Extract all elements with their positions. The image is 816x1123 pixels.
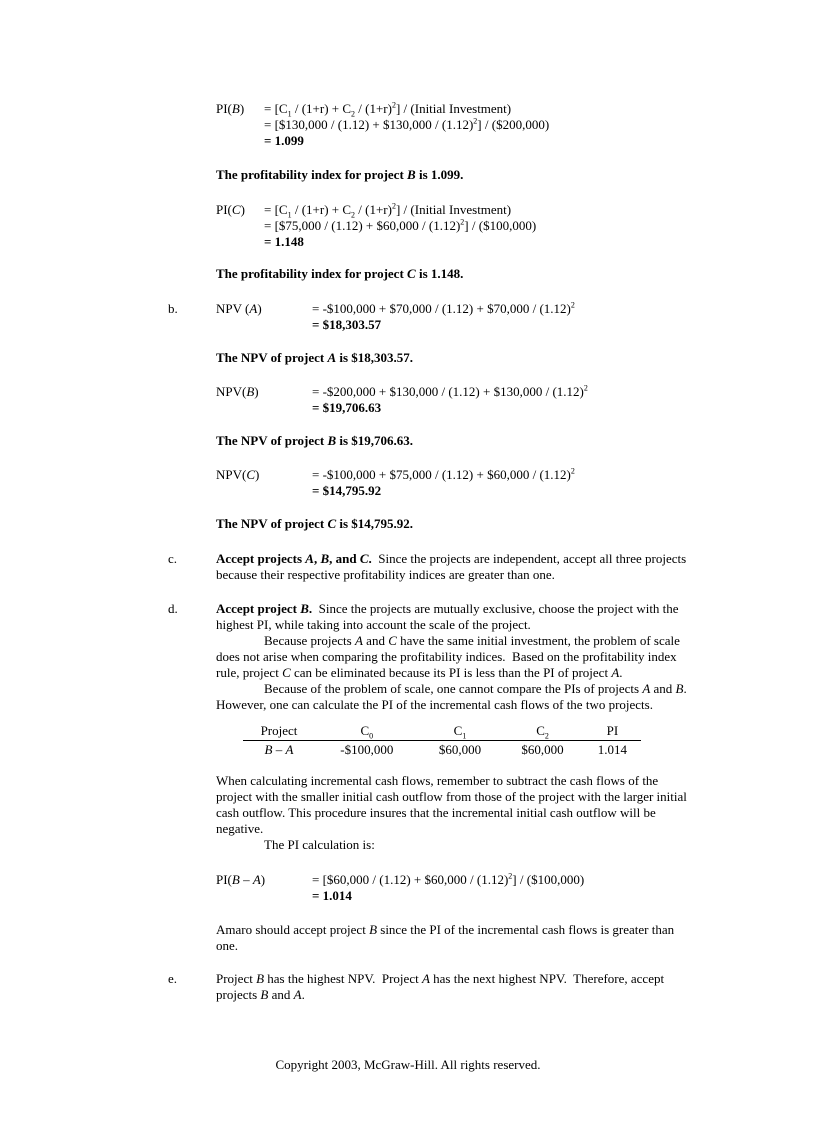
table-cell-pi: 1.014 (597, 742, 628, 757)
pi-b-label: PI(B) (216, 101, 245, 116)
npv-c-label: NPV(C) (216, 467, 260, 482)
pi-c-conclusion: The profitability index for project C is 1.148. (216, 266, 464, 281)
part-d-para5: The PI calculation is: (264, 837, 375, 852)
npv-b-label: NPV(B) (216, 384, 259, 399)
table-header-project: Project (243, 723, 315, 741)
part-d-para6: Amaro should accept project B since the PI of the incremental cash flows is greater than one. (216, 922, 675, 953)
npv-b-result: = $19,706.63 (312, 400, 382, 415)
copyright-footer: Copyright 2003, McGraw-Hill. All rights reserved. (275, 1057, 541, 1072)
pi-c-label: PI(C) (216, 202, 245, 217)
pi-b-formula-line2: = [$130,000 / (1.12) + $130,000 / $(1.12)^2$] / ($200,000) (264, 116, 550, 132)
pi-c-formula-line1: = $[C_1 / (1+r) + C_2 / (1+r)^2]$ / (Initial Investment) (264, 201, 512, 220)
pi-ba-label: PI(B – A) (216, 872, 266, 887)
part-c-text: Accept projects A, B, and C. Since the projects are independent, accept all three projects because their respective profitability indices are greater than one. (216, 551, 687, 582)
npv-c-conclusion: The NPV of project C is $14,795.92. (216, 516, 414, 531)
table-cell-c2: $60,000 (521, 742, 564, 757)
table-header-pi: PI (584, 723, 641, 741)
pi-b-result: = 1.099 (264, 133, 304, 148)
npv-c-result: = $14,795.92 (312, 483, 382, 498)
table-header-c1: $C_1$ (419, 723, 502, 741)
table-header-c2: $C_2$ (501, 723, 584, 741)
part-c-letter: c. (168, 551, 178, 566)
pi-b-conclusion: The profitability index for project B is 1.099. (216, 167, 464, 182)
pi-ba-result: = 1.014 (312, 888, 352, 903)
part-d-text: Accept project B. Since the projects are mutually exclusive, choose the project with the highest PI, while taking into account the scale of the project. Because projects A and C have the same initial investment, the problem of scale does not arise when comparing the profitability indices. Based on the profitability index rule, project C can be eliminated because its PI is less than the PI of project A. Because of the problem of scale, one cannot compare the PIs of projects A and B. However, one can calculate the PI of the incremental cash flows of the two projects. (216, 601, 690, 712)
part-e-text: Project B has the highest NPV. Project A has the next highest NPV. Therefore, accept projects B and A. (216, 971, 665, 1002)
part-d-para4: When calculating incremental cash flows, remember to subtract the cash flows of the project with the smaller initial cash outflow from those of the project with the larger initial cash outflow. This procedure insures that the incremental initial cash outflow will be negative. The PI calculation is: (216, 773, 694, 853)
npv-c-formula: = -$100,000 + $75,000 / (1.12) + $60,000 / $(1.12)^2$ (312, 466, 575, 482)
npv-a-conclusion: The NPV of project A is $18,303.57. (216, 350, 414, 365)
npv-a-result: = $18,303.57 (312, 317, 382, 332)
incremental-cash-flow-table (243, 723, 641, 758)
part-e-letter: e. (168, 971, 178, 986)
npv-b-conclusion: The NPV of project B is $19,706.63. (216, 433, 414, 448)
part-d-letter: d. (168, 601, 178, 616)
table-header-c0: $C_0$ (315, 723, 419, 741)
part-b-letter: b. (168, 301, 178, 316)
npv-a-formula: = -$100,000 + $70,000 / (1.12) + $70,000 / $(1.12)^2$ (312, 300, 575, 316)
table-cell-project: B – A (264, 742, 294, 757)
table-cell-c1: $60,000 (438, 742, 482, 757)
table-cell-c0: -$100,000 (340, 742, 394, 757)
npv-a-label: NPV (A) (216, 301, 262, 316)
pi-c-result: = 1.148 (264, 234, 304, 249)
pi-b-formula-line1: = $[C_1 / (1+r) + C_2 / (1+r)^2]$ / (Initial Investment) (264, 100, 512, 119)
table-header-row (243, 723, 641, 741)
pi-ba-formula: = [$60,000 / (1.12) + $60,000 / $(1.12)^2$] / ($100,000) (312, 871, 585, 887)
npv-b-formula: = -$200,000 + $130,000 / (1.12) + $130,000 / $(1.12)^2$ (312, 383, 588, 399)
pi-c-formula-line2: = [$75,000 / (1.12) + $60,000 / $(1.12)^2$] / ($100,000) (264, 217, 537, 233)
table-row (243, 741, 641, 759)
